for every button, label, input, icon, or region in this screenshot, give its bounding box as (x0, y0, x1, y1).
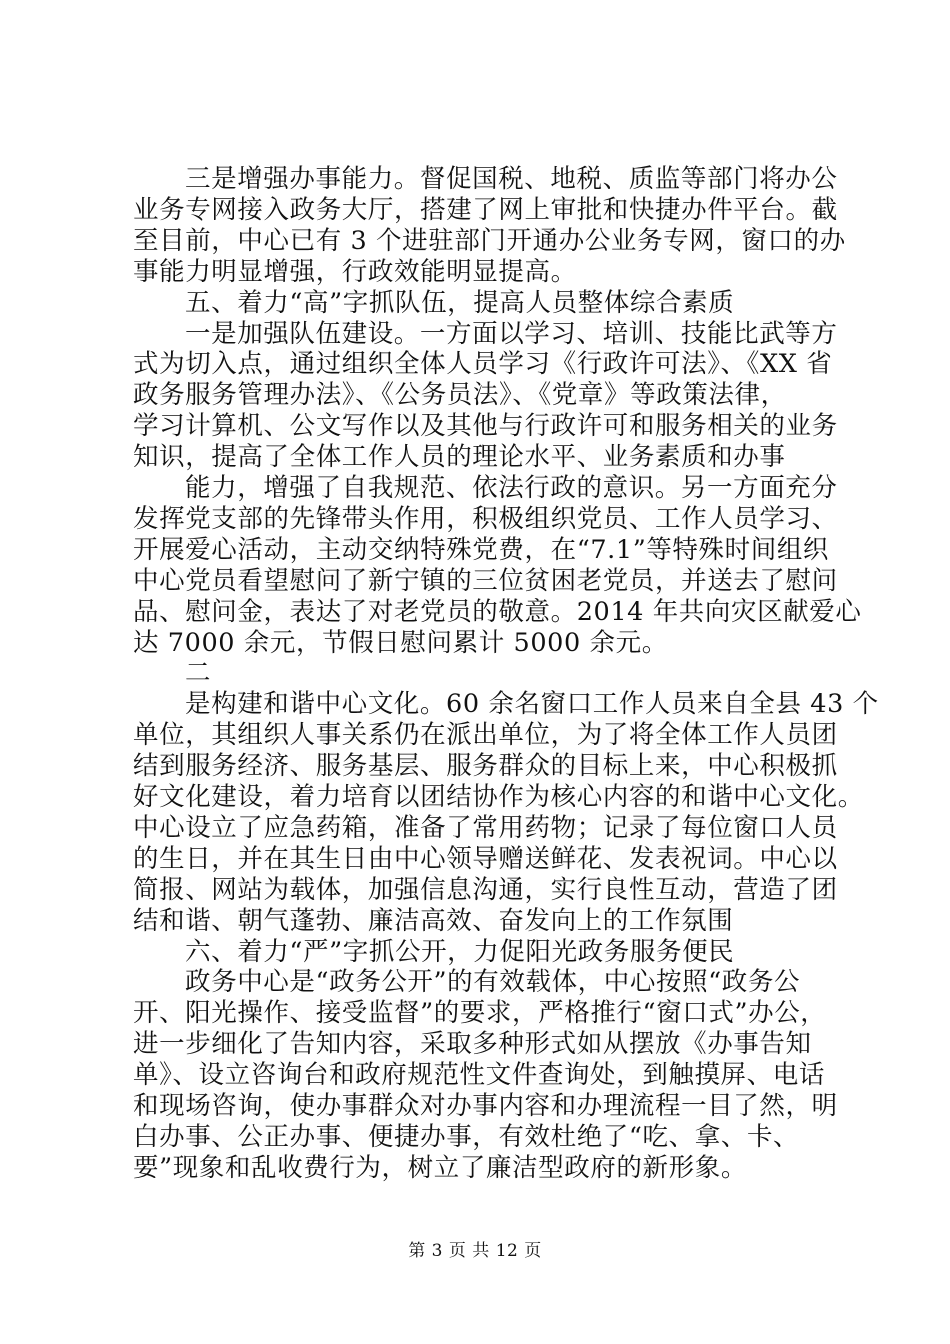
text-line: 学习计算机、公文写作以及其他与行政许可和服务相关的业务 (133, 411, 838, 442)
text-line: 品、慰问金，表达了对老党员的敬意。2014 年共向灾区献爱心 (133, 596, 862, 627)
text-line: 政务服务管理办法》、《公务员法》、《党章》等政策法律， (133, 380, 787, 411)
text-line: 式为切入点，通过组织全体人员学习《行政许可法》、《XX 省 (133, 349, 833, 380)
section-heading: 六、着力“严”字抓公开，力促阳光政务服务便民 (185, 936, 735, 967)
text-line: 白办事、公正办事、便捷办事，有效杜绝了“吃、拿、卡、 (133, 1121, 800, 1152)
text-line: 知识，提高了全体工作人员的理论水平、业务素质和办事 (133, 442, 786, 473)
text-line: 开、阳光操作、接受监督”的要求，严格推行“窗口式”办公， (133, 998, 827, 1029)
text-line: 单位，其组织人事关系仍在派出单位，为了将全体工作人员团 (133, 720, 838, 751)
text-line: 至目前，中心已有 3 个进驻部门开通办公业务专网，窗口的办 (133, 225, 846, 256)
text-line: 政务中心是“政务公开”的有效载体，中心按照“政务公 (185, 967, 801, 998)
text-line: 发挥党支部的先锋带头作用，积极组织党员、工作人员学习、 (133, 503, 838, 534)
text-line: 简报、网站为载体，加强信息沟通，实行良性互动，营造了团 (133, 874, 838, 905)
text-line: 的生日，并在其生日由中心领导赠送鲜花、发表祝词。中心以 (133, 843, 838, 874)
text-line: 中心设立了应急药箱，准备了常用药物；记录了每位窗口人员 (133, 812, 838, 843)
text-line: 达 7000 余元，节假日慰问累计 5000 余元。 (133, 627, 668, 658)
text-line: 和现场咨询，使办事群众对办事内容和办理流程一目了然，明 (133, 1091, 838, 1121)
text-line: 进一步细化了告知内容，采取多种形式如从摆放《办事告知 (133, 1029, 812, 1060)
text-line: 是构建和谐中心文化。60 余名窗口工作人员来自全县 43 个 (185, 689, 879, 720)
text-line: 单》、设立咨询台和政府规范性文件查询处，到触摸屏、电话 (133, 1060, 825, 1091)
text-line: 结到服务经济、服务基层、服务群众的目标上来，中心积极抓 (133, 751, 838, 782)
text-line: 二 (185, 658, 212, 689)
section-heading: 五、着力“高”字抓队伍，提高人员整体综合素质 (185, 287, 735, 318)
text-line: 结和谐、朝气蓬勃、廉洁高效、奋发向上的工作氛围 (133, 905, 734, 936)
page-footer: 第 3 页 共 12 页 (408, 1241, 542, 1261)
text-line: 好文化建设，着力培育以团结协作为核心内容的和谐中心文化。 (133, 782, 864, 812)
text-line: 能力，增强了自我规范、依法行政的意识。另一方面充分 (185, 473, 838, 503)
text-line: 业务专网接入政务大厅，搭建了网上审批和快捷办件平台。截 (133, 194, 838, 225)
text-line: 开展爱心活动，主动交纳特殊党费，在“7.1”等特殊时间组织 (133, 534, 830, 565)
text-line: 要”现象和乱收费行为，树立了廉洁型政府的新形象。 (133, 1152, 747, 1183)
text-line: 中心党员看望慰问了新宁镇的三位贫困老党员，并送去了慰问 (133, 565, 838, 596)
text-line: 三是增强办事能力。督促国税、地税、质监等部门将办公 (185, 164, 838, 194)
text-line: 事能力明显增强，行政效能明显提高。 (133, 256, 577, 287)
text-line: 一是加强队伍建设。一方面以学习、培训、技能比武等方 (185, 318, 838, 349)
